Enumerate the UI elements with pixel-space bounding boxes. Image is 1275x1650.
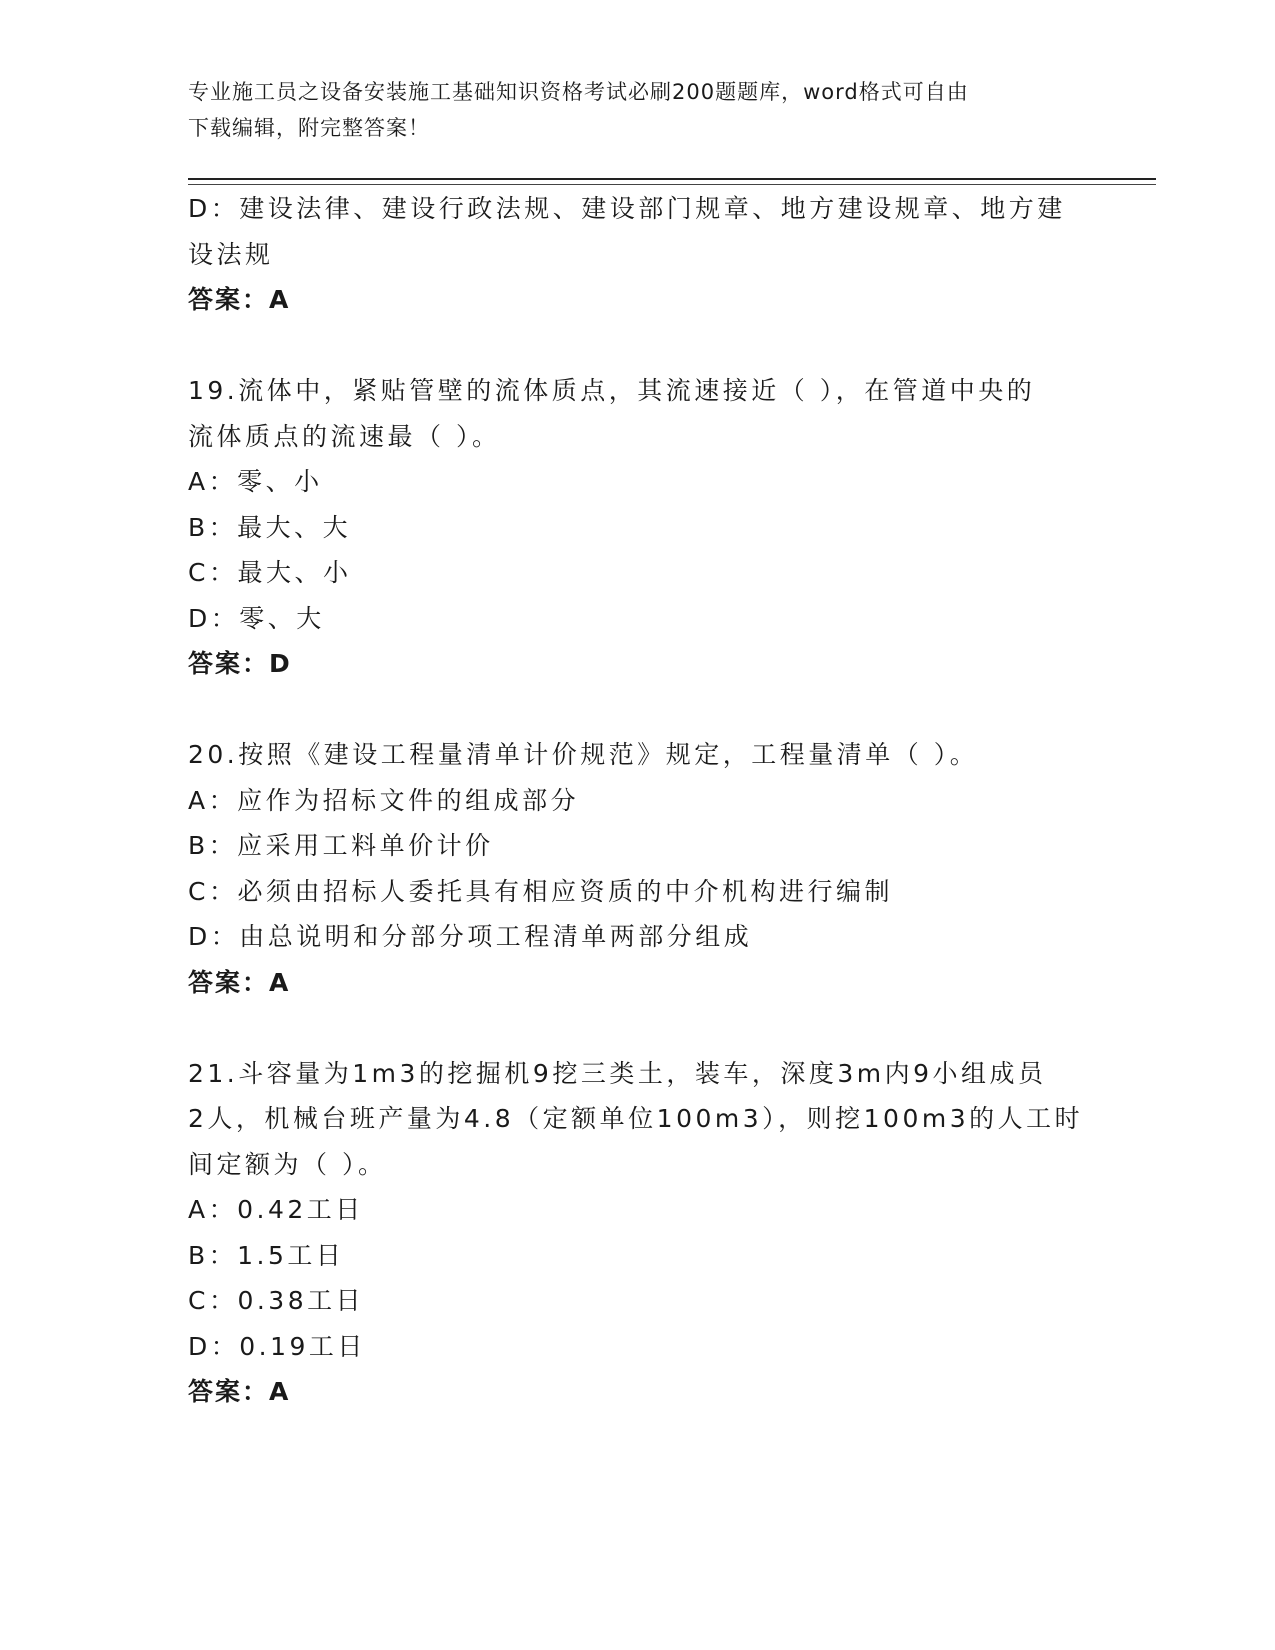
question-spacer <box>188 687 1088 733</box>
question-stem-line: 19.流体中，紧贴管壁的流体质点，其流速接近（ ），在管道中央的 <box>188 376 1036 405</box>
header-line-2: 下载编辑，附完整答案！ <box>188 116 430 140</box>
option-d-line-2: 设法规 <box>188 239 274 269</box>
option-c: C：必须由招标人委托具有相应资质的中介机构进行编制 <box>188 876 893 906</box>
option-b: B：1.5工日 <box>188 1240 345 1270</box>
answer-line: 答案：D <box>188 649 292 678</box>
option-c: C：0.38工日 <box>188 1286 365 1315</box>
document-header <box>188 74 1068 146</box>
header-divider-thin <box>188 184 1156 185</box>
question-19 <box>188 368 1088 687</box>
option-d: D：0.19工日 <box>188 1331 366 1361</box>
option-d: D：零、大 <box>188 603 325 633</box>
option-b: B：最大、大 <box>188 512 352 542</box>
question-stem-line: 流体质点的流速最（ ）。 <box>188 421 501 451</box>
question-18-tail <box>188 186 1088 323</box>
header-line-1: 专业施工员之设备安装施工基础知识资格考试必刷200题题库，word格式可自由 <box>188 80 969 104</box>
answer-line: 答案：A <box>188 1377 291 1406</box>
option-d: D：由总说明和分部分项工程清单两部分组成 <box>188 922 753 951</box>
question-stem-line: 20.按照《建设工程量清单计价规范》规定，工程量清单（ ）。 <box>188 740 979 769</box>
answer-line: 答案：A <box>188 967 291 997</box>
option-a: A：零、小 <box>188 467 323 496</box>
question-stem-line: 间定额为（ ）。 <box>188 1149 387 1179</box>
answer-line: 答案：A <box>188 285 291 314</box>
option-c: C：最大、小 <box>188 558 352 587</box>
question-20 <box>188 732 1088 1005</box>
question-spacer <box>188 1005 1088 1051</box>
option-b: B：应采用工料单价计价 <box>188 831 494 860</box>
question-stem-line: 21.斗容量为1m3的挖掘机9挖三类土，装车，深度3m内9小组成员 <box>188 1058 1047 1088</box>
header-divider-thick <box>188 178 1156 180</box>
question-content <box>188 186 1088 1415</box>
option-a: A：0.42工日 <box>188 1195 364 1224</box>
question-stem-line: 2人，机械台班产量为4.8（定额单位100m3），则挖100m3的人工时 <box>188 1104 1084 1133</box>
question-21 <box>188 1051 1088 1415</box>
option-a: A：应作为招标文件的组成部分 <box>188 785 580 815</box>
option-d-line-1: D：建设法律、建设行政法规、建设部门规章、地方建设规章、地方建 <box>188 194 1066 223</box>
question-spacer <box>188 323 1088 369</box>
